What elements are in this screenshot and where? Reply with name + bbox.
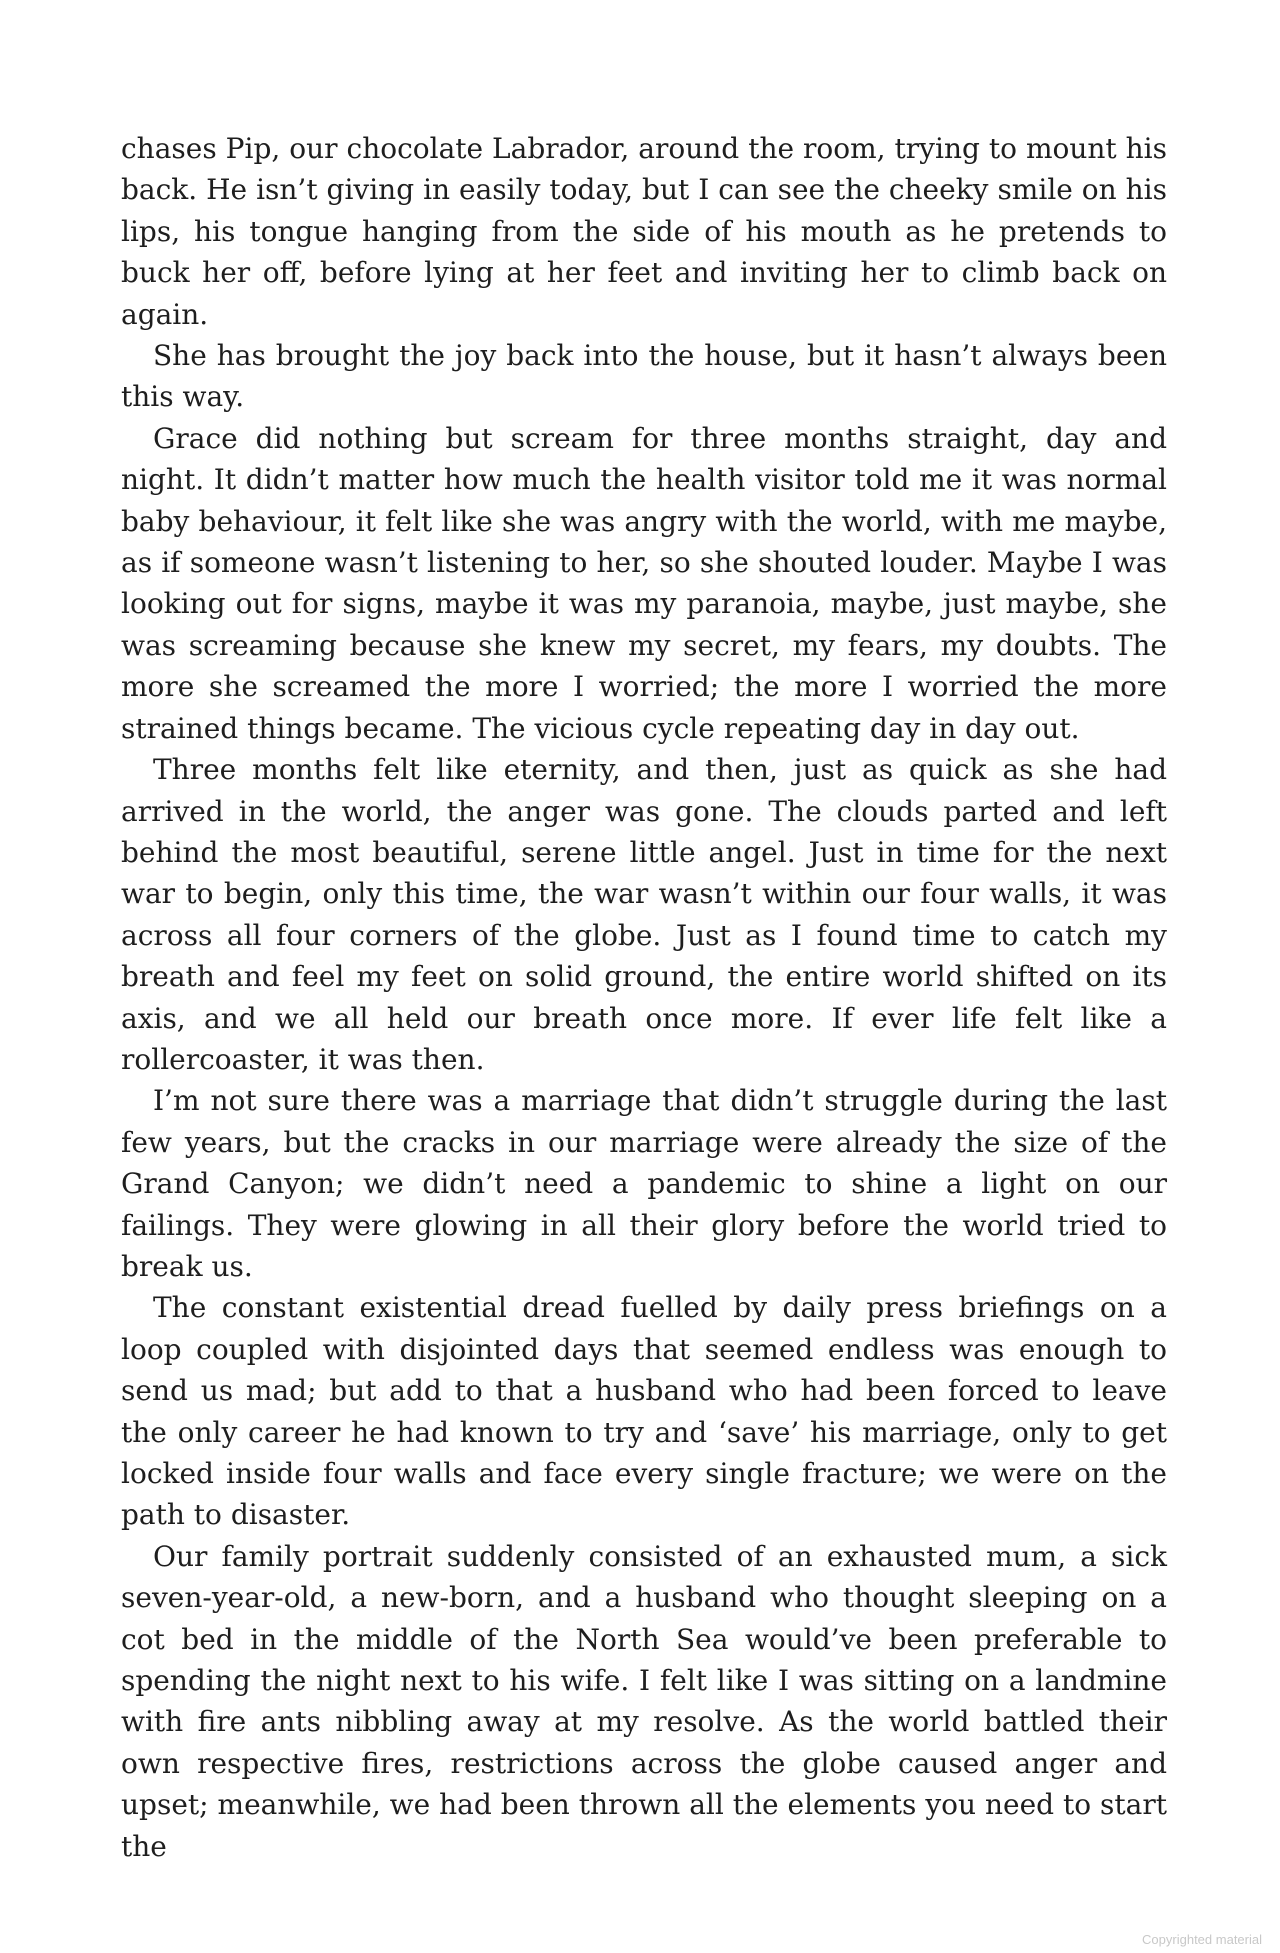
paragraph-6: The constant existential dread fuelled by daily press briefings on a loop coupled with disjointed days that seemed endless was enough to send us mad; but add to that a husband who had been forced to leave the only career he had known to try and ‘save’ his marriage, only to get locked inside four walls and face every single fracture; we were on the path to disaster. <box>121 1291 1167 1532</box>
paragraph-3: Grace did nothing but scream for three months straight, day and night. It didn’t matter how much the health visitor told me it was normal baby behaviour, it felt like she was angry with the world, with me maybe, as if someone wasn’t listening to her, so she shouted louder. Maybe I was looking out for signs, maybe it was my paranoia, maybe, just maybe, she was screaming because she knew my secret, my fears, my doubts. The more she screamed the more I worried; the more I worried the more strained things became. The vicious cycle repeating day in day out. <box>121 421 1167 745</box>
paragraph-2: She has brought the joy back into the house, but it hasn’t always been this way. <box>121 339 1167 414</box>
copyright-watermark: Copyrighted material <box>1142 1932 1262 1947</box>
paragraph-1: chases Pip, our chocolate Labrador, around the room, trying to mount his back. He isn’t giving in easily today, but I can see the cheeky smile on his lips, his tongue hanging from the side of his mouth as he pretends to buck her off, before lying at her feet and inviting her to climb back on again. <box>121 132 1167 331</box>
body-text <box>121 128 1167 1867</box>
paragraph-4: Three months felt like eternity, and then, just as quick as she had arrived in the world, the anger was gone. The clouds parted and left behind the most beautiful, serene little angel. Just in time for the next war to begin, only this time, the war wasn’t within our four walls, it was across all four corners of the globe. Just as I found time to catch my breath and feel my feet on solid ground, the entire world shifted on its axis, and we all held our breath once more. If ever life felt like a rollercoaster, it was then. <box>121 753 1167 1076</box>
paragraph-5: I’m not sure there was a marriage that didn’t struggle during the last few years, but the cracks in our marriage were already the size of the Grand Canyon; we didn’t need a pandemic to shine a light on our failings. They were glowing in all their glory before the world tried to break us. <box>121 1084 1167 1283</box>
paragraph-7: Our family portrait suddenly consisted of an exhausted mum, a sick seven-year-old, a new-born, and a husband who thought sleeping on a cot bed in the middle of the North Sea would’ve been preferable to spending the night next to his wife. I felt like I was sitting on a landmine with fire ants nibbling away at my resolve. As the world battled their own respective fires, restrictions across the globe caused anger and upset; meanwhile, we had been thrown all the elements you need to start the <box>121 1539 1167 1863</box>
